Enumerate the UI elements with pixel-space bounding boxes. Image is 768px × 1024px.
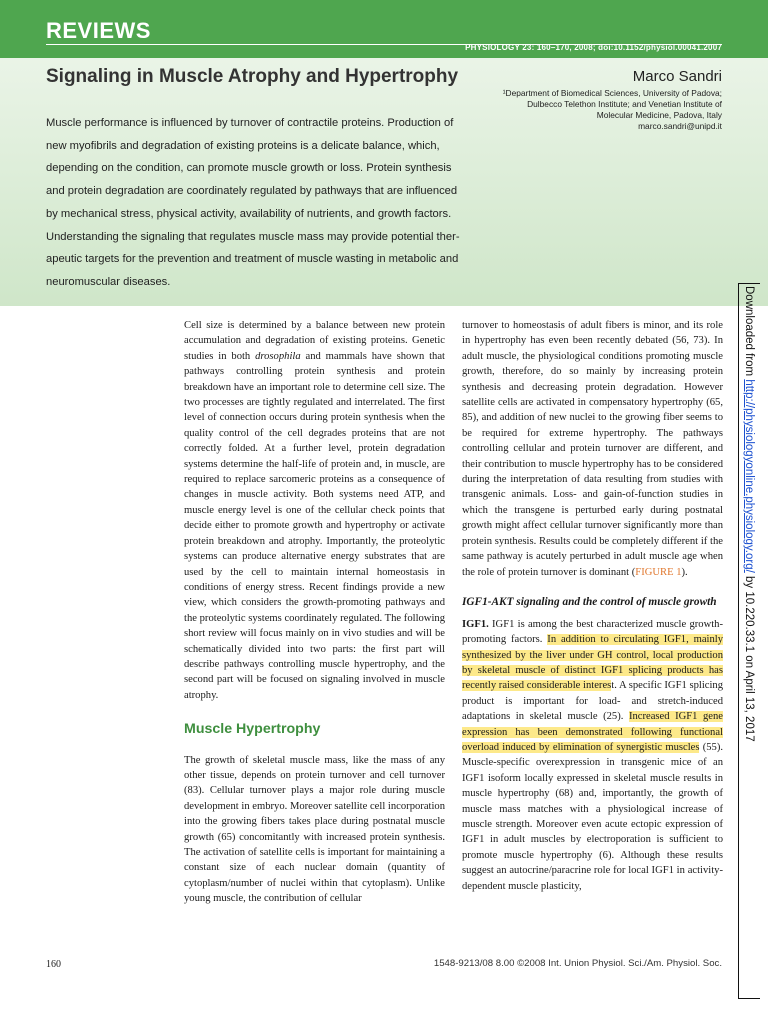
abstract-line: apeutic targets for the prevention and treatment of muscle wasting in metabolic and [46, 253, 459, 266]
body-paragraph [184, 318, 445, 703]
author-name: Marco Sandri [632, 68, 722, 85]
author-affiliation [432, 88, 722, 132]
abstract-line: neuromuscular diseases. [46, 275, 171, 288]
body-paragraph [462, 617, 723, 894]
species-name: drosophila [255, 350, 301, 362]
download-notice [743, 286, 755, 742]
abstract-line: by mechanical stress, physical activity, availability of nutrients, and growth factors. [46, 207, 452, 220]
run-in-heading: IGF1. [462, 618, 489, 630]
figure-reference-link[interactable]: FIGURE 1 [635, 566, 682, 578]
page-number: 160 [46, 959, 61, 970]
author-email[interactable]: marco.sandri@unipd.it [638, 121, 722, 131]
body-text: and mammals have shown that pathways controlling protein synthesis and protein breakdown have an important role to determine cell size. The two processes are tightly regulated and interrelated. The first level of connection occurs during protein synthesis when the quality control of the cell degrades proteins that are not correctly folded. At a further level, protein degradation systems determine the half-life of protein and, in muscle, are required to replace sarcomeric proteins as a consequence of changes in muscle activity. Both systems need ATP, and muscle energy level is one of the cellular check points that decide either to promote growth and hypertrophy or activate protein breakdown and atrophy. Importantly, the proteolytic systems can produce alternative energy substrates that are used by the cell to maintain internal homeostasis in conditions of energy stress. Recent findings provide a new view, which considers the growth-promoting pathways and the proteolytic systems coordinately regulated. The following short review will focus mainly on in vivo studies and will be schematically divided into two parts: the first part will describe pathways controlling muscle hypertrophy, and the second part will be focused on signaling involved in muscle atrophy. [184, 350, 445, 701]
affiliation-line: Dulbecco Telethon Institute; and Venetian Institute of [527, 99, 722, 109]
abstract-line: Muscle performance is influenced by turnover of contractile proteins. Production of [46, 117, 454, 129]
abstract-line: and protein degradation are coordinately regulated by pathways that are influenced [46, 185, 458, 198]
download-notice-prefix: Downloaded from [743, 286, 755, 380]
body-paragraph [462, 318, 723, 580]
highlighted-text: In addition to circulating IGF1, mainly synthesized by the liver under GH control, local production by skeletal muscle of distinct IGF1 splicing products has recently raised considerable interes [462, 634, 723, 692]
body-text: (55). Muscle-specific overexpression in transgenic mice of an IGF1 isoform locally expressed in skeletal muscle results in muscle hypertrophy (68) and, importantly, the growth of muscle mass matches with a physiological increase of muscle strength. Moreover even acute ectopic expression of IGF1 in adult muscles by electroporation is sufficient to promote muscle hypertrophy (6). Although these results suggest an autocrine/paracrine role for local IGF1 in activity-dependent muscle plasticity, [462, 741, 723, 892]
article-title: Signaling in Muscle Atrophy and Hypertrophy [46, 66, 459, 87]
section-heading: Muscle Hypertrophy [184, 720, 321, 737]
body-text: t. A specific IGF1 splicing product is important for load- and stretch-induced adaptations in skeletal muscle (25). [462, 680, 723, 723]
body-text: Cell size is determined by a balance between new protein accumulation and degradation of existing proteins. Genetic studies in both [184, 320, 445, 362]
affiliation-line: ¹Department of Biomedical Sciences, University of Padova; [502, 88, 722, 98]
section-label: REVIEWS [46, 18, 151, 43]
body-paragraph: The growth of skeletal muscle mass, like the mass of any other tissue, depends on protein turnover and cell turnover (83). Cellular turnover plays a major role during muscle development in embryo. Moreover satellite cell incorporation into the growing fibers takes place during postnatal muscle growth (65) concomitantly with increased protein synthesis. The activation of satellite cells is important for maintaining a constant size of each nuclear domain (quantity of cytoplasm/number of nuclei within that cytoplasm). Unlike young muscle, the contribution of cellular [184, 754, 445, 905]
body-text: ). [681, 566, 688, 578]
download-source-link[interactable]: http://physiologyonline.physiology.org/ [743, 379, 755, 573]
abstract [46, 112, 460, 294]
journal-citation: PHYSIOLOGY 23: 160–170, 2008; doi:10.1152/physiol.00041.2007 [465, 43, 722, 52]
highlighted-text: Increased IGF1 gene expression has been demonstrated following functional overload induced by elimination of synergistic muscles [462, 711, 723, 753]
abstract-line: new myofibrils and degradation of existing proteins is a delicate balance, which, [46, 139, 440, 152]
body-column-left [184, 318, 445, 907]
download-notice-suffix: by 10.220.33.1 on April 13, 2017 [743, 572, 755, 742]
body-text: IGF1 is among the best characterized muscle growth-promoting factors. [462, 618, 723, 646]
abstract-line: Understanding the signaling that regulates muscle mass may provide potential ther- [46, 230, 460, 243]
body-column-right [462, 318, 723, 894]
affiliation-line: Molecular Medicine, Padova, Italy [596, 110, 722, 120]
body-text: turnover to homeostasis of adult fibers is minor, and its role in hypertrophy has even been recently debated (56, 73). In adult muscle, the physiological conditions promoting muscle growth, therefore, do so mainly by increasing protein synthesis and decreasing protein degradation. However satellite cells are activated in compensatory hypertrophy (65, 85), and addition of new nuclei to the growing fiber seems to be required for extreme hypertrophy. The pathways controlling cellular and protein turnover are different, and their contribution to muscle hypertrophy has to be considered during the interpretation of data resulting from studies with transgenic animals. Loss- and gain-of-function studies in which the transgene is perturbed early during postnatal growth might affect cellular turnover significantly more than protein synthesis. Results could be completely different if the same pathway is acutely perturbed in adult muscle age when the role of protein turnover is dominant ( [462, 320, 723, 578]
subsection-heading: IGF1-AKT signaling and the control of muscle growth [462, 596, 717, 609]
issn-copyright: 1548-9213/08 8.00 ©2008 Int. Union Physiol. Sci./Am. Physiol. Soc. [433, 958, 722, 969]
abstract-line: depending on the condition, can promote muscle growth or loss. Protein synthesis [46, 162, 452, 175]
